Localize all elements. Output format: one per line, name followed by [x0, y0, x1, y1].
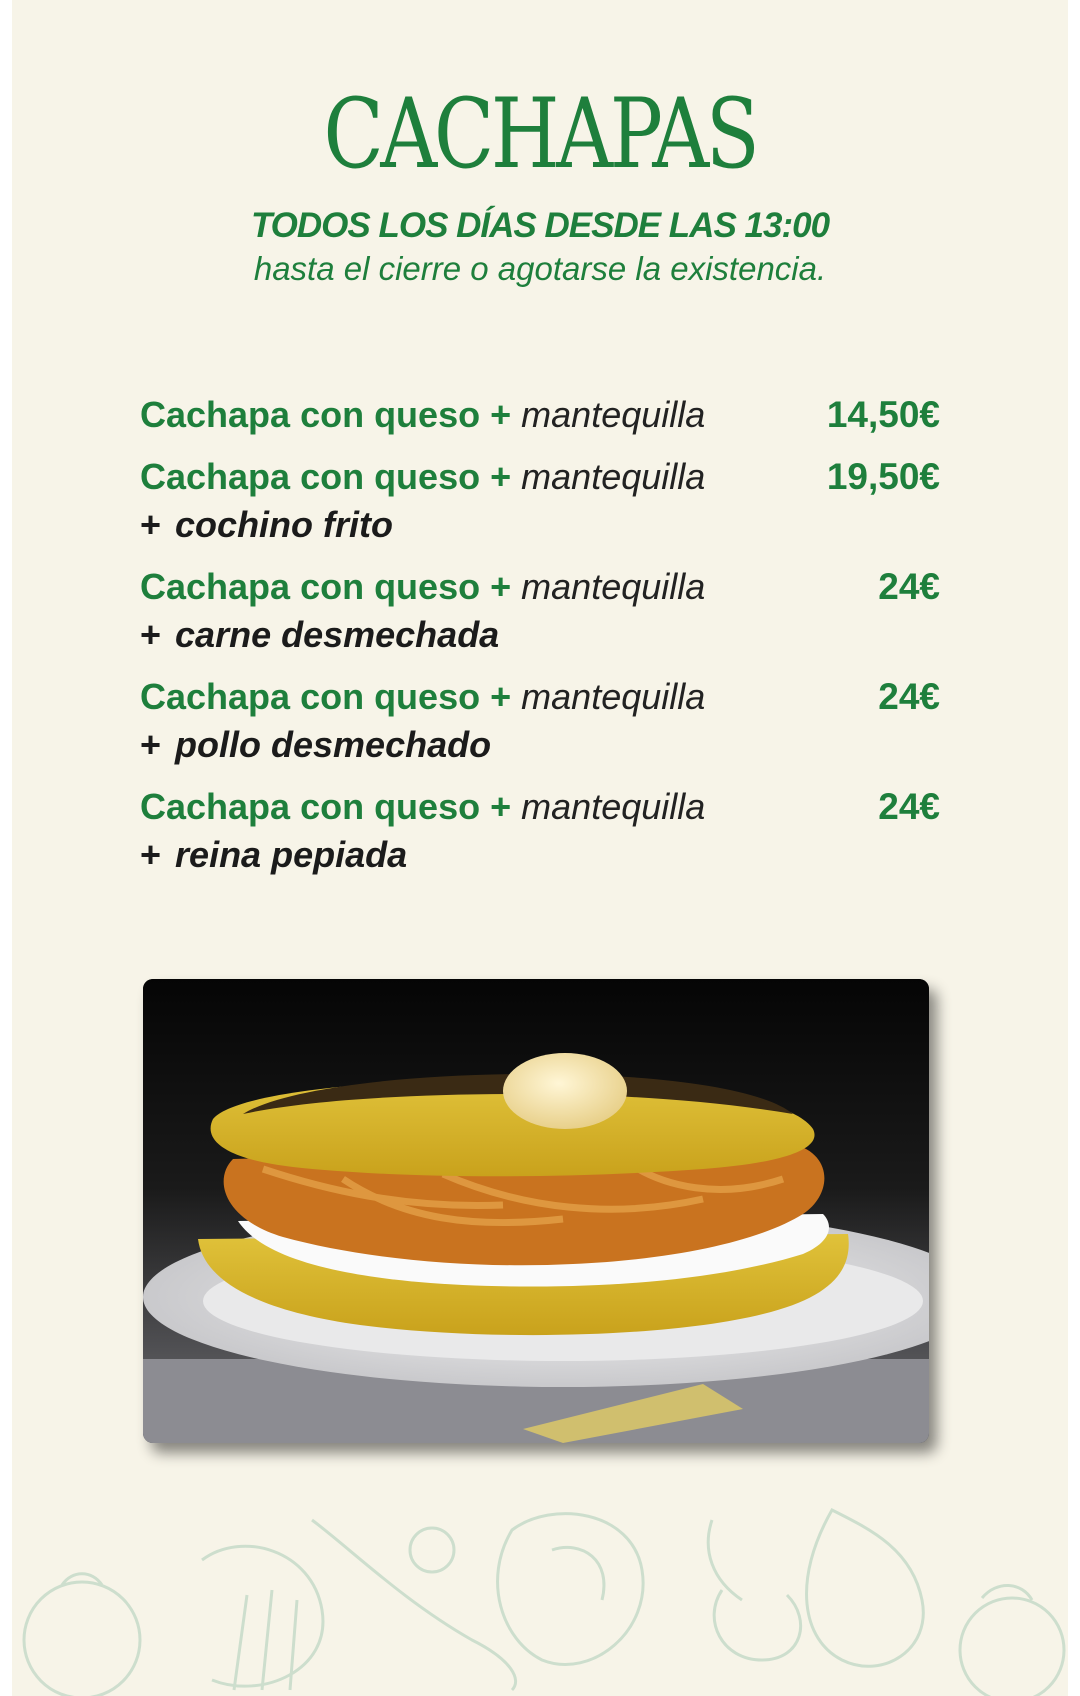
menu-item [140, 676, 940, 766]
item-plus: + [490, 456, 512, 497]
item-name: Cachapa con queso [140, 786, 481, 827]
item-base [140, 394, 705, 436]
item-plus: + [490, 394, 512, 435]
extra-plus: + [140, 504, 162, 545]
vegetable-sketch-decoration [12, 1490, 1068, 1696]
item-addon: mantequilla [521, 566, 706, 607]
extra-label: pollo desmechado [175, 724, 492, 765]
extra-plus: + [140, 614, 162, 655]
item-plus: + [490, 566, 512, 607]
item-name: Cachapa con queso [140, 456, 481, 497]
item-extra [140, 834, 940, 876]
item-addon: mantequilla [521, 676, 706, 717]
item-price: 24€ [878, 676, 940, 717]
menu-item [140, 456, 940, 546]
menu-item [140, 394, 940, 436]
item-price: 19,50€ [826, 456, 940, 497]
menu-item [140, 786, 940, 876]
item-base [140, 786, 705, 828]
extra-plus: + [140, 724, 162, 765]
item-name: Cachapa con queso [140, 394, 481, 435]
item-plus: + [490, 676, 512, 717]
cachapa-dish-photo [143, 979, 929, 1443]
extra-label: cochino frito [175, 504, 394, 545]
item-extra [140, 724, 940, 766]
item-base [140, 456, 705, 498]
item-addon: mantequilla [521, 786, 706, 827]
item-extra [140, 614, 940, 656]
menu-list [140, 394, 940, 896]
extra-label: carne desmechada [175, 614, 500, 655]
item-price: 24€ [878, 786, 940, 827]
item-name: Cachapa con queso [140, 566, 481, 607]
page-title: CACHAPAS [323, 78, 757, 190]
availability-note: hasta el cierre o agotarse la existencia. [253, 250, 827, 287]
item-plus: + [490, 786, 512, 827]
item-addon: mantequilla [521, 456, 706, 497]
item-base [140, 676, 705, 718]
dish-illustration [143, 979, 929, 1443]
item-price: 14,50€ [826, 394, 940, 435]
item-addon: mantequilla [521, 394, 706, 435]
extra-plus: + [140, 834, 162, 875]
item-name: Cachapa con queso [140, 676, 481, 717]
schedule-subtitle: TODOS LOS DÍAS DESDE LAS 13:00 [250, 206, 830, 245]
menu-item [140, 566, 940, 656]
extra-label: reina pepiada [175, 834, 408, 875]
item-price: 24€ [878, 566, 940, 607]
item-base [140, 566, 705, 608]
item-extra [140, 504, 940, 546]
menu-page [12, 0, 1068, 1696]
